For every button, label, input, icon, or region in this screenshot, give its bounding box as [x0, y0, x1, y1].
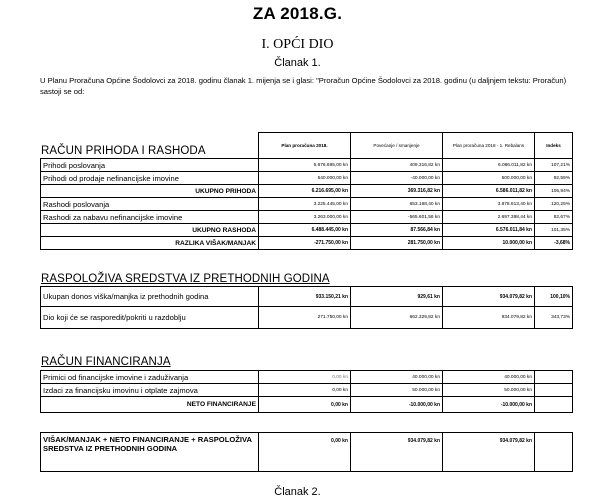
row-label: Ukupan donos viška/manjka iz prethodnih godina [41, 287, 259, 307]
plan-value: 5.676.695,00 kn [259, 159, 351, 172]
row-label: Dio koji će se rasporedit/pokriti u razdoblju [41, 307, 259, 329]
column-header-plan: Plan proračuna 2018. [259, 133, 351, 159]
row-label: Rashodi poslovanja [41, 198, 259, 211]
table-row-total [41, 237, 573, 250]
rebalans-value: 934.079,82 kn [443, 307, 535, 329]
header-spacer [41, 133, 259, 159]
plan-value: 933.150,21 kn [259, 287, 351, 307]
row-label: UKUPNO PRIHODA [41, 185, 259, 198]
article-heading: Članak 2. [274, 486, 321, 498]
row-label: VIŠAK/MANJAK + NETO FINANCIRANJE + RASPOLOŽIVA SREDSTVA IZ PRETHODNIH GODINA [41, 433, 259, 472]
index-value: 105,94% [535, 185, 573, 198]
index-value: -3,68% [535, 237, 573, 250]
change-value: 934.079,82 kn [351, 433, 443, 472]
rebalans-value: 500.000,00 kn [443, 172, 535, 185]
change-value: 653.168,40 kn [351, 198, 443, 211]
rebalans-value: 10.000,00 kn [443, 237, 535, 250]
index-value: 101,35% [535, 224, 573, 237]
table-row [41, 198, 573, 211]
index-value [535, 371, 573, 384]
index-value [535, 433, 573, 472]
plan-value: 540.000,00 kn [259, 172, 351, 185]
index-value: 343,73% [535, 307, 573, 329]
rebalans-value: 40.000,00 kn [443, 371, 535, 384]
change-value: -565.601,56 kn [351, 211, 443, 224]
table-row [41, 287, 573, 307]
table-row [41, 307, 573, 329]
row-label: Izdaci za financijsku imovinu i otplate zajmova [41, 384, 259, 397]
row-label: UKUPNO RASHODA [41, 224, 259, 237]
table-row-total [41, 185, 573, 198]
row-label: Prihodi od prodaje nefinancijske imovine [41, 172, 259, 185]
plan-value: 271.750,00 kn [259, 307, 351, 329]
plan-value: 0,00 kn [259, 384, 351, 397]
table-row [41, 159, 573, 172]
final-table [40, 432, 573, 472]
plan-value: 3.263.000,00 kn [259, 211, 351, 224]
index-value: 120,25% [535, 198, 573, 211]
plan-value: 6.216.695,00 kn [259, 185, 351, 198]
section-title: I. OPĆI DIO [261, 37, 334, 52]
change-value: 409.316,82 kn [351, 159, 443, 172]
plan-value: 3.225.445,00 kn [259, 198, 351, 211]
plan-value: 6.488.445,00 kn [259, 224, 351, 237]
rebalans-value: 934.079,82 kn [443, 287, 535, 307]
row-label: NETO FINANCIRANJE [41, 397, 259, 413]
row-label: Prihodi poslovanja [41, 159, 259, 172]
intro-paragraph: U Planu Proračuna Općine Šodolovci za 2018. godinu članak 1. mijenja se i glasi: "Proračun Općine Šodolovci za 2018. godinu (u daljnjem tekstu: Proračun) sastoji se od: [40, 76, 567, 96]
table-row [41, 371, 573, 384]
index-value: 100,10% [535, 287, 573, 307]
index-value: 92,59% [535, 172, 573, 185]
change-value: 40.000,00 kn [351, 371, 443, 384]
table-row [41, 384, 573, 397]
change-value: 369.316,82 kn [351, 185, 443, 198]
table-row [41, 211, 573, 224]
section-heading-raspolozivo: RASPOLOŽIVA SREDSTVA IZ PRETHODNIH GODINA [41, 273, 330, 285]
index-value [535, 397, 573, 413]
rebalans-value: 50.000,00 kn [443, 384, 535, 397]
column-header-change: Povećanje / smanjenje [351, 133, 443, 159]
rebalans-value: 6.576.011,84 kn [443, 224, 535, 237]
rebalans-value: 6.586.011,82 kn [443, 185, 535, 198]
index-value [535, 384, 573, 397]
rebalans-value: 6.086.011,82 kn [443, 159, 535, 172]
plan-value: 0,00 kn [259, 433, 351, 472]
article-heading: Članak 1. [274, 57, 321, 69]
plan-value: -271.750,00 kn [259, 237, 351, 250]
change-value: 929,61 kn [351, 287, 443, 307]
change-value: -10.000,00 kn [351, 397, 443, 413]
plan-value: 0,00 kn [259, 397, 351, 413]
change-value: 50.000,00 kn [351, 384, 443, 397]
row-label: RAZLIKA VIŠAK/MANJAK [41, 237, 259, 250]
column-header-rebalans: Plan proračuna 2018 - 1. Rebalans [443, 133, 535, 159]
table-row-total [41, 397, 573, 413]
change-value: 87.566,84 kn [351, 224, 443, 237]
section-heading-racun: RAČUN PRIHODA I RASHODA [41, 145, 206, 157]
table-row-total [41, 224, 573, 237]
section-heading-financiranje: RAČUN FINANCIRANJA [41, 356, 171, 368]
change-value: 662.329,82 kn [351, 307, 443, 329]
change-value: 281.750,00 kn [351, 237, 443, 250]
index-value: 107,21% [535, 159, 573, 172]
raspolozivo-table [40, 286, 573, 329]
plan-value: 0,00 kn [259, 371, 351, 384]
rebalans-value: 3.878.613,40 kn [443, 198, 535, 211]
rebalans-value: 2.697.398,44 kn [443, 211, 535, 224]
racun-table [40, 132, 573, 250]
table-row [41, 172, 573, 185]
column-header-index: Indeks [535, 133, 573, 159]
table-row-final [41, 433, 573, 472]
financiranje-table [40, 370, 573, 413]
rebalans-value: 934.079,82 kn [443, 433, 535, 472]
change-value: -40.000,00 kn [351, 172, 443, 185]
rebalans-value: -10.000,00 kn [443, 397, 535, 413]
index-value: 82,67% [535, 211, 573, 224]
row-label: Rashodi za nabavu nefinancijske imovine [41, 211, 259, 224]
row-label: Primici od financijske imovine i zaduživanja [41, 371, 259, 384]
document-title: ZA 2018.G. [252, 4, 343, 23]
